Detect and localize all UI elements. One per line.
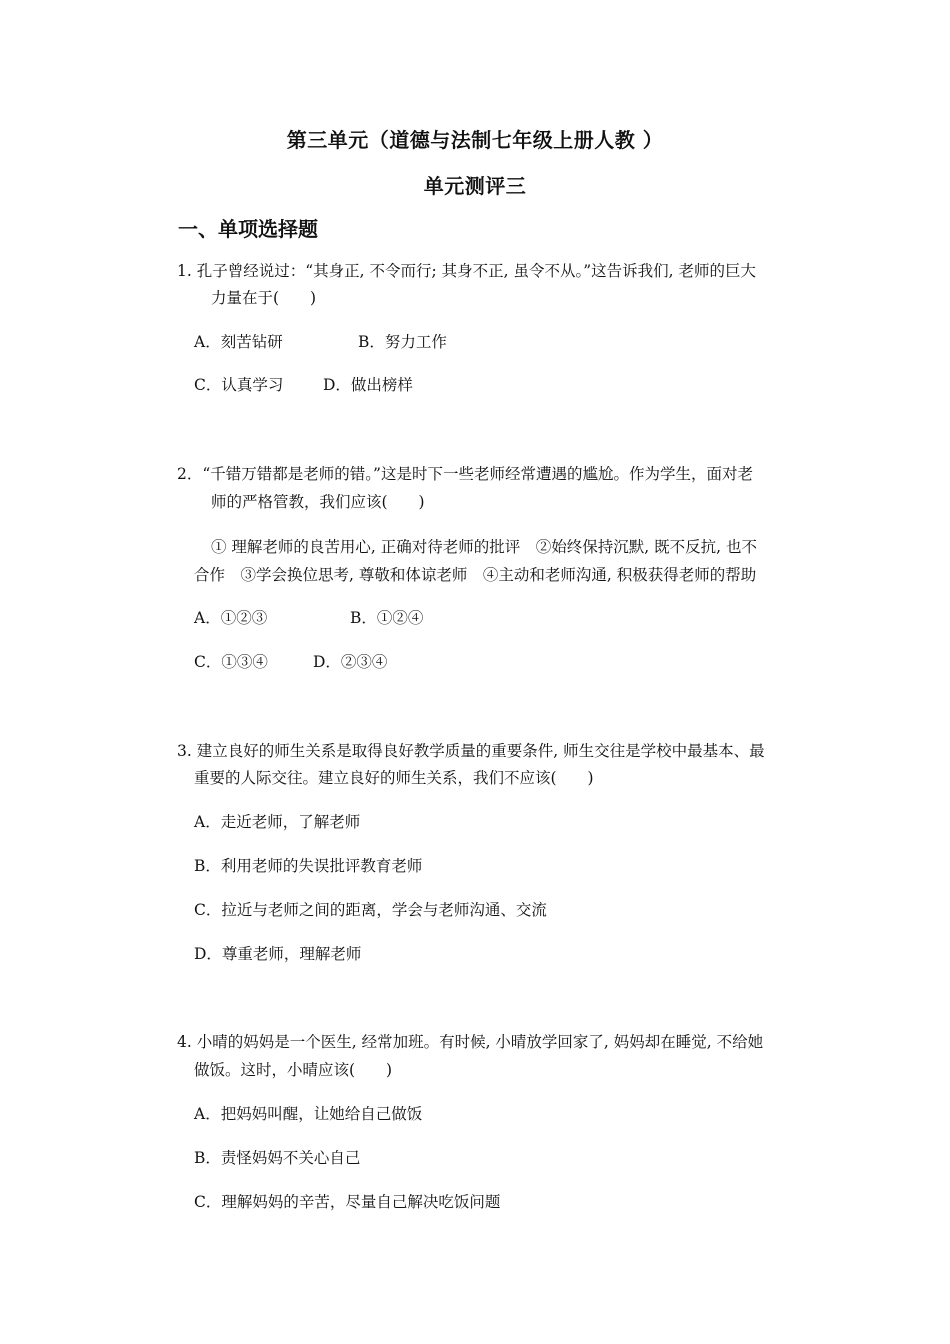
question-3-option-a: A．走近老师，了解老师: [194, 813, 361, 831]
question-1-stem-line-1: 1. 孔子曾经说过：“其身正, 不令而行; 其身不正, 虽令不从。”这告诉我们, 老师的巨大: [177, 262, 757, 280]
question-2-option-b: B．①②④: [350, 609, 424, 627]
question-2-stem-line-1: 2．“千错万错都是老师的错。”这是时下一些老师经常遭遇的尴尬。作为学生，面对老: [177, 465, 753, 483]
question-4-stem-line-2: 做饭。这时，小晴应该( ): [194, 1061, 393, 1079]
question-1-option-c: C．认真学习: [194, 376, 284, 394]
section-heading: 一、单项选择题: [178, 217, 318, 241]
question-4-stem-line-1: 4. 小晴的妈妈是一个医生, 经常加班。有时候, 小晴放学回家了, 妈妈却在睡觉, 不给她: [177, 1033, 764, 1051]
question-2-statement-line-1: ① 理解老师的良苦用心, 正确对待老师的批评 ②始终保持沉默, 既不反抗, 也不: [211, 538, 757, 556]
question-4-option-a: A．把妈妈叫醒，让她给自己做饭: [194, 1105, 423, 1123]
question-2-statement-line-2: 合作 ③学会换位思考, 尊敬和体谅老师 ④主动和老师沟通, 积极获得老师的帮助: [194, 566, 757, 584]
question-3-option-d: D．尊重老师，理解老师: [194, 945, 362, 963]
question-3-option-c: C．拉近与老师之间的距离，学会与老师沟通、交流: [194, 901, 547, 919]
question-2-option-c: C．①③④: [194, 653, 268, 671]
question-2-option-a: A．①②③: [194, 609, 268, 627]
document-title: 第三单元（道德与法制七年级上册人教 ）: [286, 128, 664, 152]
question-3-option-b: B．利用老师的失误批评教育老师: [194, 857, 423, 875]
question-1-stem-line-2: 力量在于( ): [211, 289, 317, 307]
document-subtitle: 单元测评三: [423, 174, 527, 198]
question-1-option-d: D．做出榜样: [323, 376, 413, 394]
question-4-option-b: B．责怪妈妈不关心自己: [194, 1149, 361, 1167]
question-2-stem-line-2: 师的严格管教，我们应该( ): [211, 493, 425, 511]
question-1-option-a: A．刻苦钻研: [194, 333, 283, 351]
question-2-option-d: D．②③④: [313, 653, 388, 671]
question-1-option-b: B．努力工作: [358, 333, 447, 351]
question-3-stem-line-2: 重要的人际交往。建立良好的师生关系，我们不应该( ): [194, 769, 594, 787]
question-4-option-c: C．理解妈妈的辛苦，尽量自己解决吃饭问题: [194, 1193, 501, 1211]
question-3-stem-line-1: 3. 建立良好的师生关系是取得良好教学质量的重要条件, 师生交往是学校中最基本、最: [177, 742, 765, 760]
